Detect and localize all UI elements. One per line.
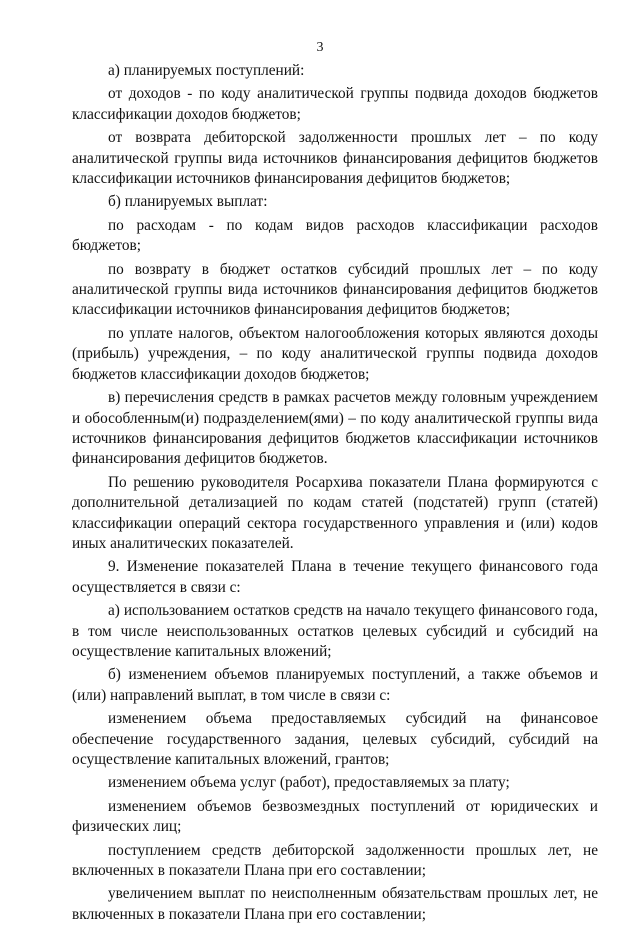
document-body (72, 61, 598, 928)
paragraph-subsidy-return: по возврату в бюджет остатков субсидий прошлых лет – по коду аналитической группы вида источников финансирования дефицитов бюджетов классификации источников финансирования дефицитов бюджетов; (72, 260, 598, 319)
paragraph-taxes: по уплате налогов, объектом налогообложения которых являются доходы (прибыль) учреждения, – по коду аналитической группы подвида доходов бюджетов классификации доходов бюджетов; (72, 324, 598, 383)
paragraph-unfulfilled-obligations: увеличением выплат по неисполненным обязательствам прошлых лет, не включенных в показатели Плана при его составлении; (72, 885, 598, 923)
paragraph-paid-services: изменением объема услуг (работ), предоставляемых за плату; (108, 774, 510, 792)
paragraph-subsidy-volume: изменением объема предоставляемых субсидий на финансовое обеспечение государственного задания, целевых субсидий, субсидий на осуществление капитальных вложений, грантов; (72, 710, 598, 768)
paragraph-receivables-receipt: поступлением средств дебиторской задолженности прошлых лет, не включенных в показатели Плана при его составлении; (72, 841, 598, 880)
paragraph-planned-payments-heading: б) планируемых выплат: (108, 193, 268, 211)
paragraph-transfers: в) перечисления средств в рамках расчетов между головным учреждением и обособленным(и) подразделением(ями) – по коду аналитической группы вида источников финансирования дефицитов бюджетов классификации источников финансирования дефицитов бюджетов. (72, 389, 598, 468)
paragraph-income: от доходов - по коду аналитической группы подвида доходов бюджетов классификации доходов бюджетов; (72, 85, 598, 123)
paragraph-section-9: 9. Изменение показателей Плана в течение текущего финансового года осуществляется в связи с: (72, 558, 598, 596)
paragraph-remaining-funds: а) использованием остатков средств на начало текущего финансового года, в том числе неиспользованных остатков целевых субсидий и субсидий на осуществление капитальных вложений; (72, 602, 598, 660)
paragraph-detailing: По решению руководителя Росархива показатели Плана формируются с дополнительной детализацией по кодам статей (подстатей) групп (статей) классификации операций сектора государственного управления и (или) кодов иных аналитических показателей. (72, 473, 598, 552)
page-number: 3 (316, 40, 324, 55)
paragraph-gratuitous-receipts: изменением объемов безвозмездных поступлений от юридических и физических лиц; (72, 797, 598, 836)
paragraph-planned-receipts-heading: а) планируемых поступлений: (108, 62, 305, 79)
paragraph-volume-changes: б) изменением объемов планируемых поступлений, а также объемов и (или) направлений выплат, в том числе в связи с: (72, 666, 598, 704)
paragraph-receivables-return: от возврата дебиторской задолженности прошлых лет – по коду аналитической группы вида источников финансирования дефицитов бюджетов классификации источников финансирования дефицитов бюджетов; (72, 129, 598, 188)
paragraph-expenses: по расходам - по кодам видов расходов классификации расходов бюджетов; (72, 216, 598, 255)
